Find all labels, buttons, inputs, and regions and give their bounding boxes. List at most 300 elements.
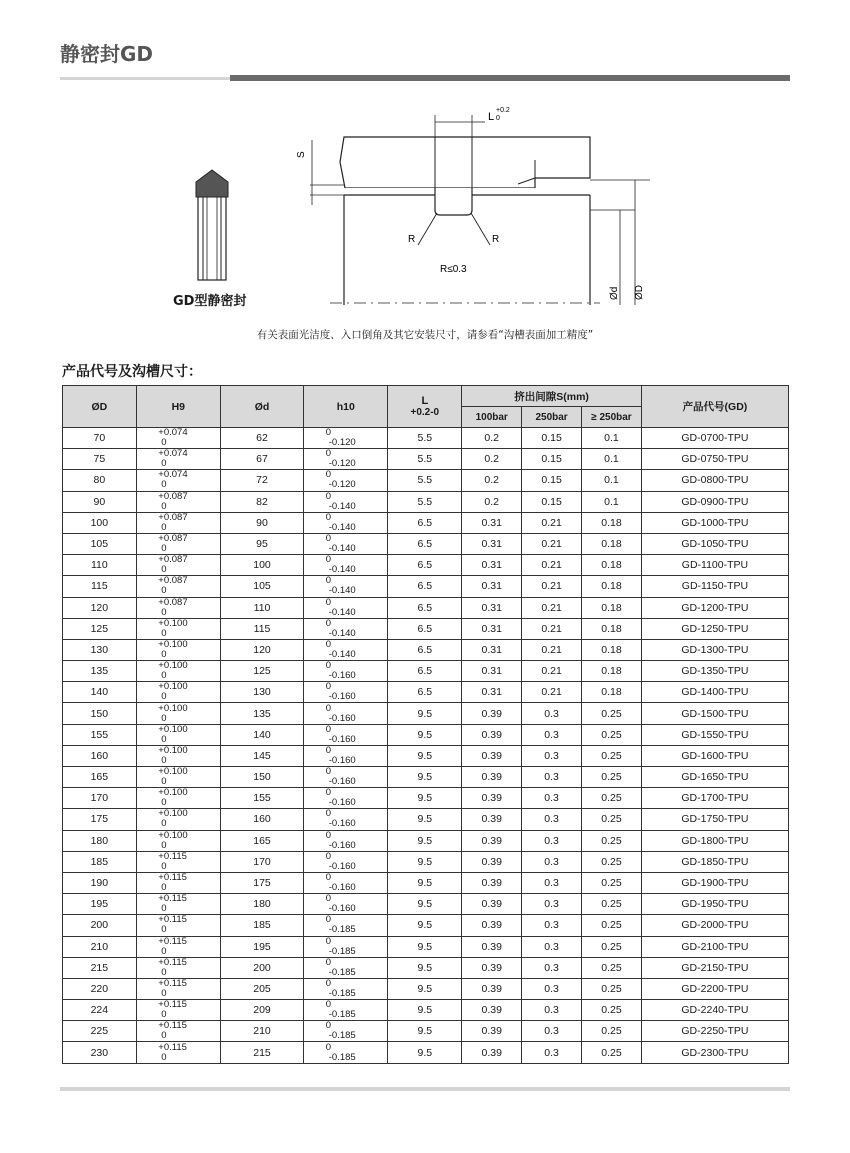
dia-D-label: ØD [634, 285, 645, 300]
cell-h10 [304, 682, 388, 703]
cell-d: 140 [220, 724, 303, 745]
cell-H9 [136, 555, 220, 576]
cell-gap-100bar: 0.39 [462, 872, 522, 893]
dim-l-label: L [488, 111, 495, 123]
cell-product-code: GD-2100-TPU [641, 936, 788, 957]
cell-H9-lower: 0 [161, 521, 167, 533]
cell-D: 230 [63, 1042, 137, 1063]
cell-gap-250bar: 0.3 [522, 894, 582, 915]
cell-H9-lower: 0 [161, 543, 167, 555]
cell-h10-upper: 0 [325, 744, 332, 756]
cell-product-code: GD-2000-TPU [641, 915, 788, 936]
cell-H9-lower: 0 [161, 606, 167, 618]
cell-gap-over-250bar: 0.18 [582, 618, 642, 639]
cell-gap-100bar: 0.39 [462, 851, 522, 872]
cell-D: 75 [63, 449, 137, 470]
cell-H9-upper: +0.115 [158, 956, 187, 968]
cell-h10-upper: 0 [325, 533, 332, 545]
page-title: 静密封GD [60, 42, 154, 66]
cell-h10-upper: 0 [325, 935, 332, 947]
cell-D: 175 [63, 809, 137, 830]
table-row [63, 851, 789, 872]
cell-gap-100bar: 0.39 [462, 703, 522, 724]
cell-L: 9.5 [388, 830, 462, 851]
cell-h10-upper: 0 [325, 575, 332, 587]
cell-H9 [136, 576, 220, 597]
cell-gap-100bar: 0.2 [462, 491, 522, 512]
radius-right-label: R [492, 234, 500, 245]
table-row [63, 724, 789, 745]
header-over-250bar: ≥ 250bar [582, 407, 642, 428]
cell-gap-100bar: 0.31 [462, 576, 522, 597]
cell-H9 [136, 936, 220, 957]
cell-gap-over-250bar: 0.25 [582, 724, 642, 745]
cell-H9 [136, 809, 220, 830]
cell-H9-lower: 0 [161, 818, 167, 830]
cell-h10-lower: -0.185 [328, 1009, 356, 1021]
cell-h10-upper: 0 [325, 617, 332, 629]
cell-gap-250bar: 0.3 [522, 1042, 582, 1063]
cell-D: 110 [63, 555, 137, 576]
cell-D: 165 [63, 767, 137, 788]
cell-H9-upper: +0.074 [158, 448, 188, 460]
table-row [63, 491, 789, 512]
table-row [63, 597, 789, 618]
cell-H9 [136, 788, 220, 809]
cell-h10 [304, 745, 388, 766]
cell-H9 [136, 872, 220, 893]
cell-d: 90 [220, 512, 303, 533]
table-title: 产品代号及沟槽尺寸： [62, 364, 202, 380]
cell-H9-upper: +0.074 [158, 427, 188, 439]
cell-H9-lower: 0 [161, 479, 167, 491]
cell-product-code: GD-1050-TPU [641, 533, 788, 554]
cell-product-code: GD-2200-TPU [641, 978, 788, 999]
cell-gap-over-250bar: 0.25 [582, 894, 642, 915]
cell-gap-250bar: 0.3 [522, 724, 582, 745]
cell-H9 [136, 894, 220, 915]
cell-h10-lower: -0.140 [328, 627, 356, 639]
cell-gap-250bar: 0.21 [522, 639, 582, 660]
cell-h10-lower: -0.160 [328, 691, 356, 703]
cell-h10-upper: 0 [325, 829, 332, 841]
seal-profile-drawing [190, 165, 235, 283]
cell-D: 90 [63, 491, 137, 512]
cell-D: 105 [63, 533, 137, 554]
cell-L: 5.5 [388, 449, 462, 470]
cell-gap-250bar: 0.15 [522, 491, 582, 512]
cell-h10-lower: -0.140 [328, 648, 356, 660]
cell-D: 180 [63, 830, 137, 851]
cell-d: 175 [220, 872, 303, 893]
table-row [63, 682, 789, 703]
cell-h10 [304, 470, 388, 491]
header-100bar: 100bar [462, 407, 522, 428]
cell-h10-upper: 0 [325, 808, 332, 820]
cell-H9-upper: +0.100 [158, 723, 188, 735]
cell-H9-lower: 0 [161, 1051, 167, 1063]
cell-L: 9.5 [388, 703, 462, 724]
radius-left-label: R [408, 234, 416, 245]
cell-gap-100bar: 0.39 [462, 724, 522, 745]
cell-h10-upper: 0 [325, 511, 332, 523]
cell-L: 9.5 [388, 872, 462, 893]
cell-h10 [304, 809, 388, 830]
cell-h10-upper: 0 [325, 490, 332, 502]
cell-product-code: GD-1250-TPU [641, 618, 788, 639]
header-L [388, 386, 462, 428]
cell-gap-250bar: 0.3 [522, 703, 582, 724]
cell-h10 [304, 703, 388, 724]
cell-H9-upper: +0.074 [158, 469, 188, 481]
cell-H9-lower: 0 [161, 860, 167, 872]
cell-gap-100bar: 0.39 [462, 767, 522, 788]
cell-h10-upper: 0 [325, 660, 332, 672]
cell-gap-over-250bar: 0.1 [582, 470, 642, 491]
cell-product-code: GD-1100-TPU [641, 555, 788, 576]
cell-H9-lower: 0 [161, 1009, 167, 1021]
cell-gap-250bar: 0.21 [522, 597, 582, 618]
cell-H9-lower: 0 [161, 564, 167, 576]
cell-D: 210 [63, 936, 137, 957]
cell-gap-over-250bar: 0.18 [582, 682, 642, 703]
table-row [63, 872, 789, 893]
cell-d: 180 [220, 894, 303, 915]
cell-product-code: GD-1500-TPU [641, 703, 788, 724]
cell-H9 [136, 428, 220, 449]
cell-h10-lower: -0.120 [328, 437, 356, 449]
cell-H9 [136, 512, 220, 533]
table-row [63, 470, 789, 491]
cell-d: 160 [220, 809, 303, 830]
cell-h10 [304, 661, 388, 682]
cell-H9 [136, 597, 220, 618]
cell-gap-250bar: 0.21 [522, 661, 582, 682]
cell-h10-lower: -0.185 [328, 987, 356, 999]
cell-product-code: GD-0700-TPU [641, 428, 788, 449]
cell-gap-over-250bar: 0.18 [582, 597, 642, 618]
cell-gap-250bar: 0.3 [522, 745, 582, 766]
cell-D: 220 [63, 978, 137, 999]
cell-h10-upper: 0 [325, 787, 332, 799]
cell-gap-over-250bar: 0.25 [582, 957, 642, 978]
cell-H9-lower: 0 [161, 903, 167, 915]
table-row [63, 449, 789, 470]
cell-product-code: GD-0800-TPU [641, 470, 788, 491]
cell-h10-upper: 0 [325, 1020, 332, 1032]
cell-H9-lower: 0 [161, 987, 167, 999]
cell-d: 150 [220, 767, 303, 788]
cell-gap-100bar: 0.31 [462, 555, 522, 576]
cell-h10-upper: 0 [325, 681, 332, 693]
cell-h10 [304, 491, 388, 512]
cell-L: 6.5 [388, 639, 462, 660]
cell-h10 [304, 936, 388, 957]
cell-d: 185 [220, 915, 303, 936]
header-250bar: 250bar [522, 407, 582, 428]
cell-H9 [136, 491, 220, 512]
cell-h10 [304, 830, 388, 851]
cell-d: 67 [220, 449, 303, 470]
cell-gap-over-250bar: 0.18 [582, 512, 642, 533]
cell-h10 [304, 1000, 388, 1021]
cell-H9-upper: +0.115 [158, 999, 187, 1011]
cell-product-code: GD-2240-TPU [641, 1000, 788, 1021]
cell-gap-100bar: 0.31 [462, 597, 522, 618]
cell-gap-250bar: 0.21 [522, 555, 582, 576]
table-row [63, 788, 789, 809]
cell-h10 [304, 872, 388, 893]
table-row [63, 533, 789, 554]
cell-L: 9.5 [388, 809, 462, 830]
cell-h10-lower: -0.160 [328, 882, 356, 894]
cell-H9-lower: 0 [161, 945, 167, 957]
cell-H9 [136, 767, 220, 788]
cell-L: 9.5 [388, 936, 462, 957]
cell-gap-250bar: 0.21 [522, 576, 582, 597]
cell-H9 [136, 1021, 220, 1042]
cell-H9 [136, 830, 220, 851]
cell-D: 215 [63, 957, 137, 978]
cell-gap-250bar: 0.15 [522, 428, 582, 449]
cell-D: 195 [63, 894, 137, 915]
cell-d: 165 [220, 830, 303, 851]
cell-L: 9.5 [388, 788, 462, 809]
cell-product-code: GD-1900-TPU [641, 872, 788, 893]
cell-H9 [136, 851, 220, 872]
cell-D: 140 [63, 682, 137, 703]
cell-H9-upper: +0.100 [158, 787, 188, 799]
cell-gap-over-250bar: 0.25 [582, 1021, 642, 1042]
cell-gap-250bar: 0.3 [522, 851, 582, 872]
cell-H9 [136, 639, 220, 660]
dim-s-label: S [296, 151, 307, 158]
cell-gap-250bar: 0.3 [522, 915, 582, 936]
cell-L: 9.5 [388, 724, 462, 745]
dia-d-label: Ød [609, 286, 620, 300]
cell-gap-over-250bar: 0.1 [582, 449, 642, 470]
cell-h10-upper: 0 [325, 596, 332, 608]
cell-d: 110 [220, 597, 303, 618]
cell-h10 [304, 449, 388, 470]
cell-product-code: GD-1800-TPU [641, 830, 788, 851]
cell-H9-lower: 0 [161, 458, 167, 470]
cell-h10 [304, 576, 388, 597]
cell-H9-upper: +0.087 [158, 596, 188, 608]
cell-gap-100bar: 0.39 [462, 745, 522, 766]
cell-h10-lower: -0.120 [328, 458, 356, 470]
cell-H9-lower: 0 [161, 733, 167, 745]
cell-gap-100bar: 0.31 [462, 639, 522, 660]
cell-gap-over-250bar: 0.25 [582, 745, 642, 766]
cell-H9-upper: +0.100 [158, 702, 188, 714]
cell-h10-lower: -0.140 [328, 543, 356, 555]
cell-D: 135 [63, 661, 137, 682]
cell-L: 6.5 [388, 597, 462, 618]
cell-gap-250bar: 0.3 [522, 957, 582, 978]
cell-gap-over-250bar: 0.18 [582, 639, 642, 660]
table-row [63, 512, 789, 533]
cell-gap-250bar: 0.3 [522, 936, 582, 957]
cell-h10-upper: 0 [325, 914, 332, 926]
cell-product-code: GD-1700-TPU [641, 788, 788, 809]
cell-H9 [136, 1000, 220, 1021]
cell-product-code: GD-1300-TPU [641, 639, 788, 660]
cell-h10-lower: -0.140 [328, 500, 356, 512]
header-L-tolerance: +0.2-0 [410, 406, 440, 418]
cell-D: 80 [63, 470, 137, 491]
cell-H9 [136, 915, 220, 936]
cell-product-code: GD-0750-TPU [641, 449, 788, 470]
cell-d: 115 [220, 618, 303, 639]
cell-product-code: GD-1400-TPU [641, 682, 788, 703]
cell-d: 200 [220, 957, 303, 978]
cell-h10-lower: -0.185 [328, 1030, 356, 1042]
cell-h10-lower: -0.160 [328, 776, 356, 788]
cell-gap-100bar: 0.39 [462, 809, 522, 830]
header-D: ØD [63, 386, 137, 428]
cell-H9 [136, 1042, 220, 1063]
cell-d: 120 [220, 639, 303, 660]
table-row [63, 894, 789, 915]
cell-H9-upper: +0.115 [158, 872, 187, 884]
cell-h10-lower: -0.160 [328, 860, 356, 872]
cell-gap-over-250bar: 0.18 [582, 533, 642, 554]
cell-h10 [304, 618, 388, 639]
cell-d: 145 [220, 745, 303, 766]
cell-h10-upper: 0 [325, 850, 332, 862]
cell-gap-100bar: 0.2 [462, 449, 522, 470]
cell-h10 [304, 597, 388, 618]
cell-L: 9.5 [388, 767, 462, 788]
table-row [63, 1000, 789, 1021]
cell-L: 6.5 [388, 682, 462, 703]
cell-product-code: GD-2250-TPU [641, 1021, 788, 1042]
cell-d: 105 [220, 576, 303, 597]
cell-h10-upper: 0 [325, 702, 332, 714]
cell-h10-lower: -0.160 [328, 903, 356, 915]
cell-gap-over-250bar: 0.25 [582, 872, 642, 893]
cell-product-code: GD-1750-TPU [641, 809, 788, 830]
cell-H9 [136, 745, 220, 766]
cell-h10-lower: -0.185 [328, 924, 356, 936]
cell-H9 [136, 724, 220, 745]
cell-H9-lower: 0 [161, 585, 167, 597]
cell-L: 9.5 [388, 1042, 462, 1063]
table-row [63, 809, 789, 830]
header-H9: H9 [136, 386, 220, 428]
cell-D: 160 [63, 745, 137, 766]
cell-gap-over-250bar: 0.1 [582, 491, 642, 512]
cell-gap-over-250bar: 0.18 [582, 661, 642, 682]
cell-d: 215 [220, 1042, 303, 1063]
cell-gap-over-250bar: 0.25 [582, 830, 642, 851]
cell-h10-upper: 0 [325, 448, 332, 460]
cell-L: 9.5 [388, 851, 462, 872]
cell-H9-upper: +0.115 [158, 935, 187, 947]
cell-product-code: GD-1000-TPU [641, 512, 788, 533]
header-extrusion-gap: 挤出间隙S(mm) [462, 386, 642, 407]
cell-D: 150 [63, 703, 137, 724]
cell-d: 125 [220, 661, 303, 682]
cell-gap-250bar: 0.3 [522, 830, 582, 851]
cell-gap-100bar: 0.39 [462, 1000, 522, 1021]
cell-D: 185 [63, 851, 137, 872]
header-rule-light [60, 77, 230, 80]
cell-h10 [304, 533, 388, 554]
cell-gap-100bar: 0.2 [462, 470, 522, 491]
cell-h10-lower: -0.185 [328, 1051, 356, 1063]
cell-d: 195 [220, 936, 303, 957]
cell-gap-over-250bar: 0.25 [582, 978, 642, 999]
cell-H9-lower: 0 [161, 1030, 167, 1042]
cell-H9-lower: 0 [161, 500, 167, 512]
cell-L: 6.5 [388, 618, 462, 639]
header-d: Ød [220, 386, 303, 428]
cell-h10 [304, 1021, 388, 1042]
cell-gap-250bar: 0.3 [522, 1021, 582, 1042]
cell-gap-over-250bar: 0.25 [582, 936, 642, 957]
cell-gap-100bar: 0.39 [462, 957, 522, 978]
table-row [63, 830, 789, 851]
table-row [63, 1021, 789, 1042]
cell-L: 9.5 [388, 745, 462, 766]
cell-gap-250bar: 0.21 [522, 533, 582, 554]
cell-gap-over-250bar: 0.25 [582, 1042, 642, 1063]
footer-rule [60, 1087, 790, 1091]
cell-H9-upper: +0.115 [158, 850, 187, 862]
cell-product-code: GD-1350-TPU [641, 661, 788, 682]
cell-L: 9.5 [388, 1021, 462, 1042]
cell-h10-lower: -0.140 [328, 564, 356, 576]
cell-H9-upper: +0.100 [158, 808, 188, 820]
cell-h10-lower: -0.185 [328, 945, 356, 957]
table-row [63, 745, 789, 766]
cell-L: 9.5 [388, 894, 462, 915]
cell-L: 6.5 [388, 576, 462, 597]
cell-gap-250bar: 0.21 [522, 682, 582, 703]
cell-gap-over-250bar: 0.25 [582, 809, 642, 830]
cell-product-code: GD-1650-TPU [641, 767, 788, 788]
radius-note: R≤0.3 [440, 264, 467, 275]
cell-gap-over-250bar: 0.18 [582, 576, 642, 597]
header-L-symbol: L [421, 394, 429, 407]
cell-gap-250bar: 0.3 [522, 767, 582, 788]
cell-gap-250bar: 0.3 [522, 872, 582, 893]
cell-gap-250bar: 0.15 [522, 470, 582, 491]
cell-D: 70 [63, 428, 137, 449]
cell-H9-upper: +0.087 [158, 490, 188, 502]
cell-d: 100 [220, 555, 303, 576]
cell-H9-upper: +0.100 [158, 744, 188, 756]
cell-h10-lower: -0.160 [328, 754, 356, 766]
cell-h10 [304, 1042, 388, 1063]
cell-d: 82 [220, 491, 303, 512]
cell-h10 [304, 851, 388, 872]
cell-gap-250bar: 0.15 [522, 449, 582, 470]
cell-gap-100bar: 0.39 [462, 788, 522, 809]
cell-L: 6.5 [388, 512, 462, 533]
cell-h10 [304, 767, 388, 788]
cell-h10-upper: 0 [325, 977, 332, 989]
cell-gap-100bar: 0.39 [462, 936, 522, 957]
cell-h10-lower: -0.140 [328, 585, 356, 597]
cell-D: 224 [63, 1000, 137, 1021]
cell-H9-upper: +0.100 [158, 829, 188, 841]
cell-h10-upper: 0 [325, 427, 332, 439]
cell-H9-upper: +0.100 [158, 638, 188, 650]
cell-gap-100bar: 0.39 [462, 1042, 522, 1063]
